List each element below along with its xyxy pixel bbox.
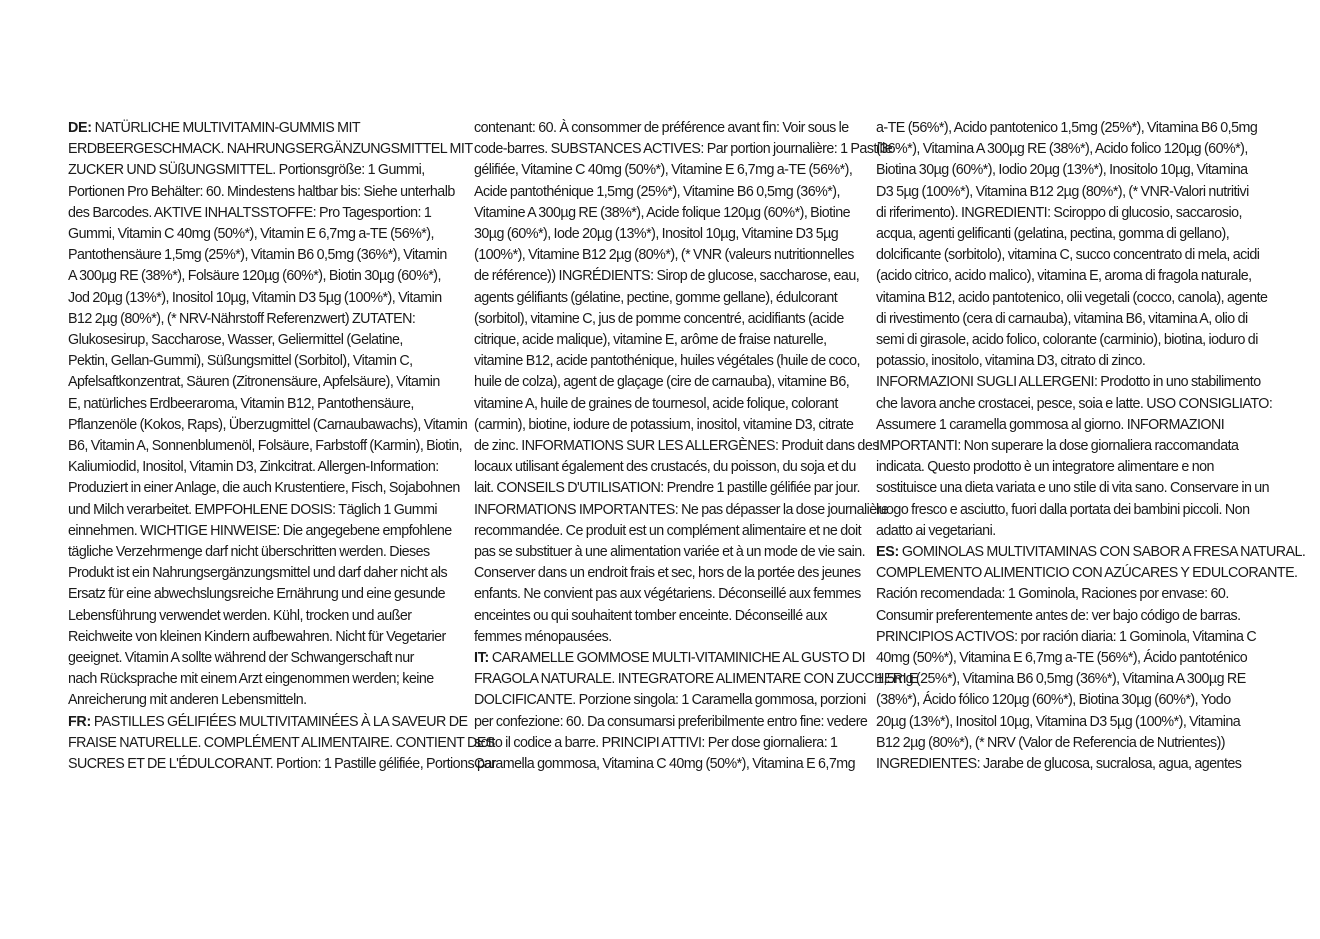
text-line [474, 754, 858, 775]
line-text: (acido citrico, acido malico), vitamina E, aroma di fragola naturale, [876, 268, 1252, 285]
column-3 [876, 118, 1306, 775]
text-line [876, 521, 1260, 542]
text-line [68, 266, 454, 287]
text-section [876, 542, 1306, 775]
line-text: E, natürliches Erdbeeraroma, Vitamin B12, Pantothensäure, [68, 395, 414, 412]
line-text: Acide pantothénique 1,5mg (25%*), Vitamine B6 0,5mg (36%*), [474, 183, 840, 200]
line-text: contenant: 60. À consommer de préférence avant fin: Voir sous le [474, 120, 849, 136]
text-line [876, 266, 1260, 287]
text-line [474, 563, 861, 584]
text-line [876, 754, 1260, 775]
line-text: Jod 20µg (13%*), Inositol 10µg, Vitamin D3 5µg (100%*), Vitamin [68, 289, 442, 306]
text-line [68, 627, 454, 648]
line-text: femmes ménopausées. [474, 628, 612, 645]
text-line [474, 478, 858, 499]
line-text: SUCRES ET DE L'ÉDULCORANT. Portion: 1 Pastille gélifiée, Portions par [68, 756, 497, 773]
language-code: DE: [68, 120, 92, 136]
line-text: Portionen Pro Behälter: 60. Mindestens haltbar bis: Siehe unterhalb [68, 183, 455, 200]
text-line [68, 478, 460, 499]
line-text: Apfelsaftkonzentrat, Säuren (Zitronensäure, Apfelsäure), Vitamin [68, 374, 440, 391]
text-line [474, 160, 858, 181]
text-line [876, 245, 1260, 266]
text-line [68, 118, 454, 139]
text-line [474, 288, 858, 309]
line-text: sostituisce una dieta variata e uno stile di vita sano. Conservare in un [876, 480, 1270, 497]
text-line [68, 606, 454, 627]
line-text: sotto il codice a barre. PRINCIPI ATTIVI: Per dose giornaliera: 1 [474, 734, 838, 751]
line-text: potassio, inositolo, vitamina D3, citrato di zinco. [876, 353, 1146, 370]
line-text: und Milch verarbeitet. EMPFOHLENE DOSIS: Täglich 1 Gummi [68, 501, 438, 518]
text-section [474, 648, 918, 775]
text-line [876, 288, 1268, 309]
text-line [474, 500, 889, 521]
line-text: GOMINOLAS MULTIVITAMINAS CON SABOR A FRESA NATURAL. [898, 544, 1306, 561]
line-text: Pantothensäure 1,5mg (25%*), Vitamin B6 0,5mg (36%*), Vitamin [68, 247, 447, 264]
line-text: lait. CONSEILS D'UTILISATION: Prendre 1 pastille gélifiée par jour. [474, 480, 860, 497]
text-section [474, 118, 893, 648]
text-line [68, 542, 454, 563]
text-line [876, 160, 1260, 181]
text-line [876, 351, 1260, 372]
text-line [876, 627, 1260, 648]
language-code: IT: [474, 650, 489, 667]
text-line [474, 648, 865, 669]
text-line [68, 584, 454, 605]
text-line [474, 457, 858, 478]
text-line [68, 224, 454, 245]
line-text: Produziert in einer Anlage, die auch Krustentiere, Fisch, Sojabohnen [68, 480, 460, 497]
line-text: Gummi, Vitamin C 40mg (50%*), Vitamin E 6,7mg a-TE (56%*), [68, 226, 434, 243]
line-text: INFORMAZIONI SUGLI ALLERGENI: Prodotto in uno stabilimento [876, 374, 1261, 391]
line-text: vitamine A, huile de graines de tournesol, acide folique, colorant [474, 395, 838, 412]
line-text: indicata. Questo prodotto è un integratore alimentare e non [876, 459, 1214, 476]
line-text: (sorbitol), vitamine C, jus de pomme concentré, acidifiants (acide [474, 310, 844, 327]
text-line [474, 245, 858, 266]
text-line [68, 245, 454, 266]
line-text: per confezione: 60. Da consumarsi preferibilmente entro fine: vedere [474, 713, 868, 730]
text-line [876, 203, 1260, 224]
text-line [876, 712, 1260, 733]
text-line [68, 712, 468, 733]
text-line [876, 118, 1260, 139]
text-line [68, 182, 454, 203]
text-line [474, 627, 858, 648]
text-line [474, 436, 879, 457]
line-text: D3 5µg (100%*), Vitamina B12 2µg (80%*), (* VNR-Valori nutritivi [876, 183, 1249, 200]
line-text: vitamine B12, acide pantothénique, huiles végétales (huile de coco, [474, 353, 860, 370]
text-line [68, 203, 454, 224]
line-text: A 300µg RE (38%*), Folsäure 120µg (60%*), Biotin 30µg (60%*), [68, 268, 441, 285]
text-line [876, 224, 1260, 245]
line-text: Ración recomendada: 1 Gominola, Raciones por envase: 60. [876, 586, 1229, 603]
line-text: Ersatz für eine abwechslungsreiche Ernährung und eine gesunde [68, 586, 446, 603]
text-section [68, 712, 497, 776]
text-line [876, 500, 1260, 521]
text-line [876, 669, 1260, 690]
line-text: ZUCKER UND SÜßUNGSMITTEL. Portionsgröße: 1 Gummi, [68, 162, 425, 179]
text-line [474, 330, 858, 351]
line-text: Produkt ist ein Nahrungsergänzungsmittel und darf daher nicht als [68, 565, 448, 582]
text-line [474, 309, 858, 330]
line-text: COMPLEMENTO ALIMENTICIO CON AZÚCARES Y EDULCORANTE. [876, 565, 1298, 582]
text-line [474, 606, 858, 627]
text-line [68, 436, 463, 457]
line-text: semi di girasole, acido folico, colorante (carminio), biotina, ioduro di [876, 332, 1258, 349]
line-text: DOLCIFICANTE. Porzione singola: 1 Caramella gommosa, porzioni [474, 692, 866, 709]
language-code: ES: [876, 544, 899, 561]
text-line [876, 139, 1260, 160]
line-text: B12 2µg (80%*), (* NRV (Valor de Referencia de Nutrientes)) [876, 734, 1226, 751]
column-1 [68, 118, 497, 775]
line-text: einnehmen. WICHTIGE HINWEISE: Die angegebene empfohlene [68, 522, 452, 539]
text-line [474, 394, 858, 415]
line-text: INFORMATIONS IMPORTANTES: Ne pas dépasser la dose journalière [474, 501, 889, 518]
line-text: enceintes ou qui souhaitent tomber enceinte. Déconseillé aux [474, 607, 827, 624]
line-text: Pflanzenöle (Kokos, Raps), Überzugmittel (Carnaubawachs), Vitamin [68, 416, 468, 433]
line-text: NATÜRLICHE MULTIVITAMIN-GUMMIS MIT [91, 120, 361, 136]
text-line [876, 542, 1306, 563]
line-text: luogo fresco e asciutto, fuori dalla portata dei bambini piccoli. Non [876, 501, 1250, 518]
text-line [876, 733, 1260, 754]
text-line [876, 309, 1260, 330]
line-text: Glukosesirup, Saccharose, Wasser, Geliermittel (Gelatine, [68, 332, 403, 349]
line-text: INGREDIENTES: Jarabe de glucosa, sucralosa, agua, agentes [876, 756, 1242, 773]
line-text: Biotina 30µg (60%*), Iodio 20µg (13%*), Inositolo 10µg, Vitamina [876, 162, 1248, 179]
line-text: adatto ai vegetariani. [876, 522, 996, 539]
text-line [876, 690, 1260, 711]
text-line [474, 690, 866, 711]
line-text: pas se substituer à une alimentation variée et à un mode de vie sain. [474, 544, 866, 561]
line-text: code-barres. SUBSTANCES ACTIVES: Par portion journalière: 1 Pastille [474, 141, 893, 158]
text-line [474, 372, 858, 393]
line-text: des Barcodes. AKTIVE INHALTSSTOFFE: Pro Tagesportion: 1 [68, 204, 432, 221]
text-line [876, 457, 1260, 478]
text-line [474, 521, 862, 542]
text-line [68, 394, 454, 415]
language-code: FR: [68, 713, 91, 730]
text-line [474, 182, 858, 203]
line-text: Vitamine A 300µg RE (38%*), Acide folique 120µg (60%*), Biotine [474, 204, 851, 221]
line-text: Anreicherung mit anderen Lebensmitteln. [68, 692, 307, 709]
line-text: Conserver dans un endroit frais et sec, hors de la portée des jeunes [474, 565, 861, 582]
line-text: agents gélifiants (gélatine, pectine, gomme gellane), édulcorant [474, 289, 838, 306]
text-line [876, 182, 1260, 203]
line-text: a-TE (56%*), Acido pantotenico 1,5mg (25%*), Vitamina B6 0,5mg [876, 120, 1258, 136]
line-text: PASTILLES GÉLIFIÉES MULTIVITAMINÉES À LA SAVEUR DE [90, 713, 468, 730]
line-text: geeignet. Vitamin A sollte während der Schwangerschaft nur [68, 650, 414, 667]
text-line [68, 457, 454, 478]
line-text: B6, Vitamin A, Sonnenblumenöl, Folsäure, Farbstoff (Karmin), Biotin, [68, 438, 463, 455]
line-text: 40mg (50%*), Vitamina E 6,7mg a-TE (56%*), Ácido pantoténico [876, 650, 1248, 667]
line-text: dolcificante (sorbitolo), vitamina C, succo concentrato di mela, acidi [876, 247, 1260, 264]
text-line [474, 224, 858, 245]
text-line [876, 606, 1260, 627]
line-text: locaux utilisant également des crustacés, du poisson, du soja et du [474, 459, 856, 476]
line-text: gélifiée, Vitamine C 40mg (50%*), Vitamine E 6,7mg a-TE (56%*), [474, 162, 853, 179]
line-text: FRAISE NATURELLE. COMPLÉMENT ALIMENTAIRE. CONTIENT DES [68, 734, 495, 751]
text-line [68, 733, 495, 754]
text-line [68, 690, 454, 711]
text-line [68, 160, 454, 181]
line-text: de zinc. INFORMATIONS SUR LES ALLERGÈNES: Produit dans des [474, 438, 879, 455]
text-line [474, 712, 868, 733]
text-line [876, 584, 1260, 605]
text-line [68, 309, 454, 330]
line-text: PRINCIPIOS ACTIVOS: por ración diaria: 1 Gominola, Vitamina C [876, 628, 1257, 645]
line-text: citrique, acide malique), vitamine E, arôme de fraise naturelle, [474, 332, 827, 349]
line-text: (38%*), Ácido fólico 120µg (60%*), Biotina 30µg (60%*), Yodo [876, 692, 1231, 709]
line-text: di rivestimento (cera di carnauba), vitamina B6, vitamina A, olio di [876, 310, 1248, 327]
text-section [68, 118, 473, 712]
line-text: vitamina B12, acido pantotenico, olii vegetali (cocco, canola), agente [876, 289, 1268, 306]
text-line [68, 521, 454, 542]
line-text: Consumir preferentemente antes de: ver bajo código de barras. [876, 607, 1241, 624]
text-line [474, 351, 858, 372]
line-text: tägliche Verzehrmenge darf nicht überschritten werden. Dieses [68, 544, 430, 561]
line-text: (36%*), Vitamina A 300µg RE (38%*), Acido folico 120µg (60%*), [876, 141, 1248, 158]
line-text: recommandée. Ce produit est un complément alimentaire et ne doit [474, 522, 862, 539]
text-line [68, 139, 473, 160]
line-text: B12 2µg (80%*), (* NRV-Nährstoff Referenzwert) ZUTATEN: [68, 310, 416, 327]
line-text: Pektin, Gellan-Gummi), Süßungsmittel (Sorbitol), Vitamin C, [68, 353, 413, 370]
text-line [68, 500, 454, 521]
line-text: Assumere 1 caramella gommosa al giorno. INFORMAZIONI [876, 416, 1225, 433]
text-line [876, 372, 1260, 393]
text-line [68, 330, 454, 351]
text-line [68, 754, 497, 775]
text-line [876, 415, 1260, 436]
line-text: nach Rücksprache mit einem Arzt eingenommen werden; keine [68, 671, 434, 688]
line-text: 20µg (13%*), Inositol 10µg, Vitamina D3 5µg (100%*), Vitamina [876, 713, 1241, 730]
column-2 [474, 118, 918, 775]
line-text: che lavora anche crostacei, pesce, soia e latte. USO CONSIGLIATO: [876, 395, 1273, 412]
text-line [68, 415, 468, 436]
line-text: acqua, agenti gelificanti (gelatina, pectina, gomma di gellano), [876, 226, 1230, 243]
line-text: (carmin), biotine, iodure de potassium, inositol, vitamine D3, citrate [474, 416, 854, 433]
text-line [474, 733, 858, 754]
text-line [474, 139, 893, 160]
line-text: CARAMELLE GOMMOSE MULTI-VITAMINICHE AL GUSTO DI [488, 650, 865, 667]
text-line [474, 266, 858, 287]
text-line [68, 669, 454, 690]
text-line [68, 563, 454, 584]
text-line [876, 648, 1260, 669]
text-line [474, 203, 858, 224]
text-line [876, 394, 1273, 415]
text-line [876, 436, 1260, 457]
text-line [474, 118, 858, 139]
line-text: Caramella gommosa, Vitamina C 40mg (50%*), Vitamina E 6,7mg [474, 756, 855, 773]
text-line [876, 563, 1298, 584]
text-line [68, 648, 454, 669]
line-text: 30µg (60%*), Iode 20µg (13%*), Inositol 10µg, Vitamine D3 5µg [474, 226, 839, 243]
text-line [68, 372, 454, 393]
line-text: di riferimento). INGREDIENTI: Sciroppo di glucosio, saccarosio, [876, 204, 1242, 221]
line-text: huile de colza), agent de glaçage (cire de carnauba), vitamine B6, [474, 374, 850, 391]
line-text: enfants. Ne convient pas aux végétariens. Déconseillé aux femmes [474, 586, 861, 603]
line-text: IMPORTANTI: Non superare la dose giornaliera raccomandata [876, 438, 1239, 455]
text-line [474, 584, 861, 605]
text-line [68, 351, 454, 372]
line-text: ERDBEERGESCHMACK. NAHRUNGSERGÄNZUNGSMITTEL MIT [68, 141, 473, 158]
line-text: FRAGOLA NATURALE. INTEGRATORE ALIMENTARE CON ZUCCHERI E [474, 671, 918, 688]
line-text: de référence)) INGRÉDIENTS: Sirop de glucose, saccharose, eau, [474, 268, 860, 285]
text-line [474, 415, 858, 436]
text-section [876, 118, 1273, 542]
line-text: Lebensführung verwendet werden. Kühl, trocken und außer [68, 607, 412, 624]
line-text: Kaliumiodid, Inositol, Vitamin D3, Zinkcitrat. Allergen-Information: [68, 459, 439, 476]
text-line [876, 478, 1270, 499]
line-text: (100%*), Vitamine B12 2µg (80%*), (* VNR (valeurs nutritionnelles [474, 247, 854, 264]
text-line [474, 542, 866, 563]
line-text: 1,5mg (25%*), Vitamina B6 0,5mg (36%*), Vitamina A 300µg RE [876, 671, 1246, 688]
text-line [876, 330, 1260, 351]
text-line [68, 288, 454, 309]
text-line [474, 669, 918, 690]
line-text: Reichweite von kleinen Kindern aufbewahren. Nicht für Vegetarier [68, 628, 446, 645]
